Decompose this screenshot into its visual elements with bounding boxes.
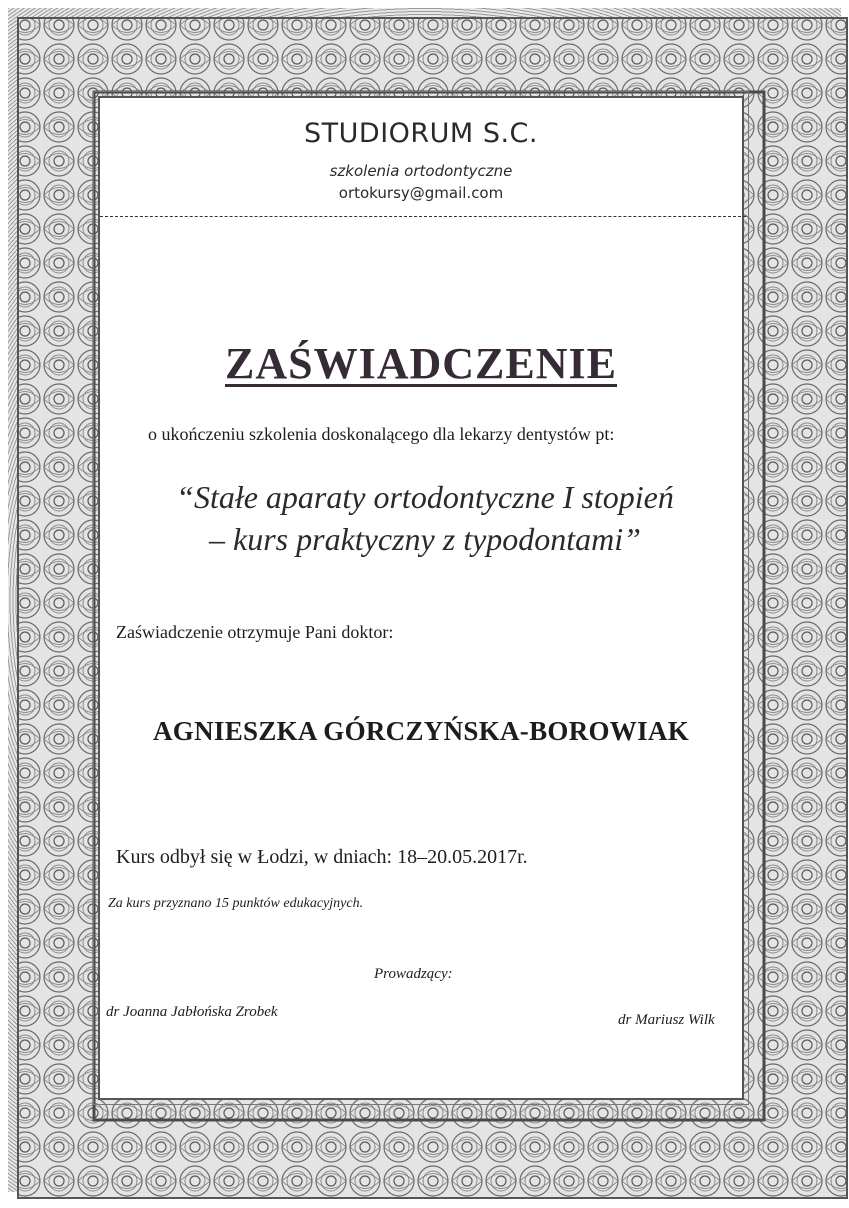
recipient-label: Zaświadczenie otrzymuje Pani doktor:: [116, 622, 394, 642]
course-title-line-2: – kurs praktyczny z typodontami”: [209, 521, 641, 557]
education-points: Za kurs przyznano 15 punktów edukacyjnych.: [108, 896, 364, 911]
course-dates: Kurs odbył się w Łodzi, w dniach: 18–20.05.2017r.: [116, 846, 528, 868]
certificate-intro: o ukończeniu szkolenia doskonalącego dla lekarzy dentystów pt:: [148, 424, 615, 444]
header-divider: [100, 216, 746, 217]
recipient-name: AGNIESZKA GÓRCZYŃSKA-BOROWIAK: [152, 716, 690, 746]
organization-name: STUDIORUM S.C.: [304, 118, 538, 149]
instructor-signature-1: dr Joanna Jabłońska Zrobek: [106, 1004, 278, 1020]
instructor-signature-2: dr Mariusz Wilk: [618, 1012, 715, 1028]
instructors-label: Prowadzący:: [374, 966, 453, 982]
certificate-content-area: [98, 96, 744, 1100]
organization-subtitle: szkolenia ortodontyczne: [329, 162, 513, 180]
course-title-line-1: “Stałe aparaty ortodontyczne I stopień: [176, 479, 674, 515]
certificate-title: ZAŚWIADCZENIE: [225, 339, 617, 388]
organization-email: ortokursy@gmail.com: [338, 184, 504, 202]
course-title: [116, 476, 734, 560]
